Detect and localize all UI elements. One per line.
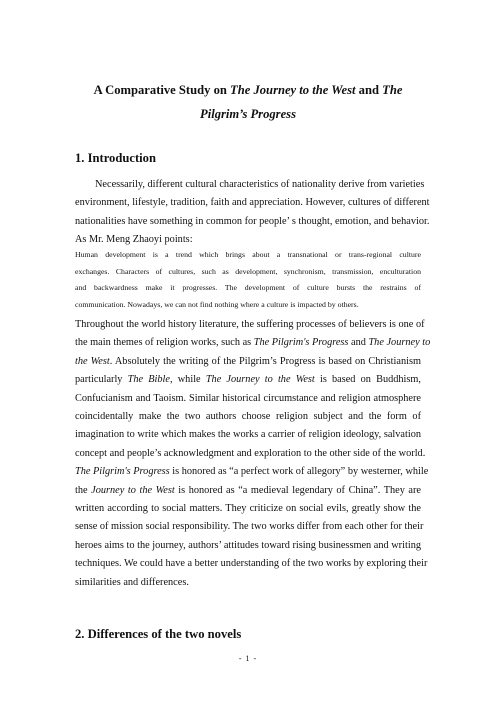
text-line: the West. Absolutely the writing of the Pilgrim’s Progress is based on Christianism [75,355,421,367]
text-line: nationalities have something in common for people’ s thought, emotion, and behavior. [75,215,430,227]
text-line: similarities and differences. [75,576,189,588]
quote-line: exchanges. Characters of cultures, such as development, synchronism, transmission, enculturation [75,266,421,276]
block-quote [75,247,421,313]
text-line: environment, lifestyle, tradition, faith and appreciation. However, cultures of different [75,197,430,209]
text-line: heroes aims to the journey, authors’ attitudes toward rising businessmen and writing [75,539,421,551]
text-line: Confucianism and Taoism. Similar historical circumstance and religion atmosphere [75,392,421,404]
text-line: concept and people’s acknowledgment and exploration to the other side of the world. [75,447,426,459]
text-line: the Journey to the West is honored as “a medieval legendary of China”. They are [75,484,422,496]
text-line: sense of mission social responsibility. The two works differ from each other for their [75,521,424,533]
text-line: techniques. We could have a better understanding of the two works by exploring their [75,558,428,570]
text-line: Throughout the world history literature, the suffering processes of believers is one of [75,319,425,330]
section-heading-differences: 2. Differences of the two novels [75,627,242,641]
quote-line: Human development is a trend which brings about a transnational or trans-regional culture [75,250,421,259]
text-line: Necessarily, different cultural characteristics of nationality derive from varieties [95,179,425,190]
text-line: The Pilgrim's Progress is honored as “a perfect work of allegory” by westerner, while [75,466,429,478]
section-heading-introduction: 1. Introduction [75,151,156,165]
text-line: particularly The Bible, while The Journey to the West is based on Buddhism, [75,374,421,386]
text-line: imagination to write which makes the works a carrier of religion ideology, salvation [75,429,421,441]
text-line: As Mr. Meng Zhaoyi points: [75,234,193,246]
intro-paragraph [75,176,430,250]
text-line: the main themes of religion works, such as The Pilgrim's Progress and The Journey to [75,337,431,349]
text-line: coincidentally make the two authors choose religion subject and the form of [75,411,421,423]
page-number: - 1 - [238,654,258,663]
title-line-1: A Comparative Study on The Journey to the West and The [93,83,403,97]
quote-line: communication. Nowadays, we can not find nothing where a culture is impacted by others. [75,299,359,309]
text-line: written according to social matters. They criticize on social evils, greatly show the [75,503,421,515]
quote-line: and backwardness make it progresses. The development of culture bursts the restrains of [75,283,421,293]
title-line-2: Pilgrim’s Progress [200,107,296,121]
body-paragraph [75,316,431,592]
